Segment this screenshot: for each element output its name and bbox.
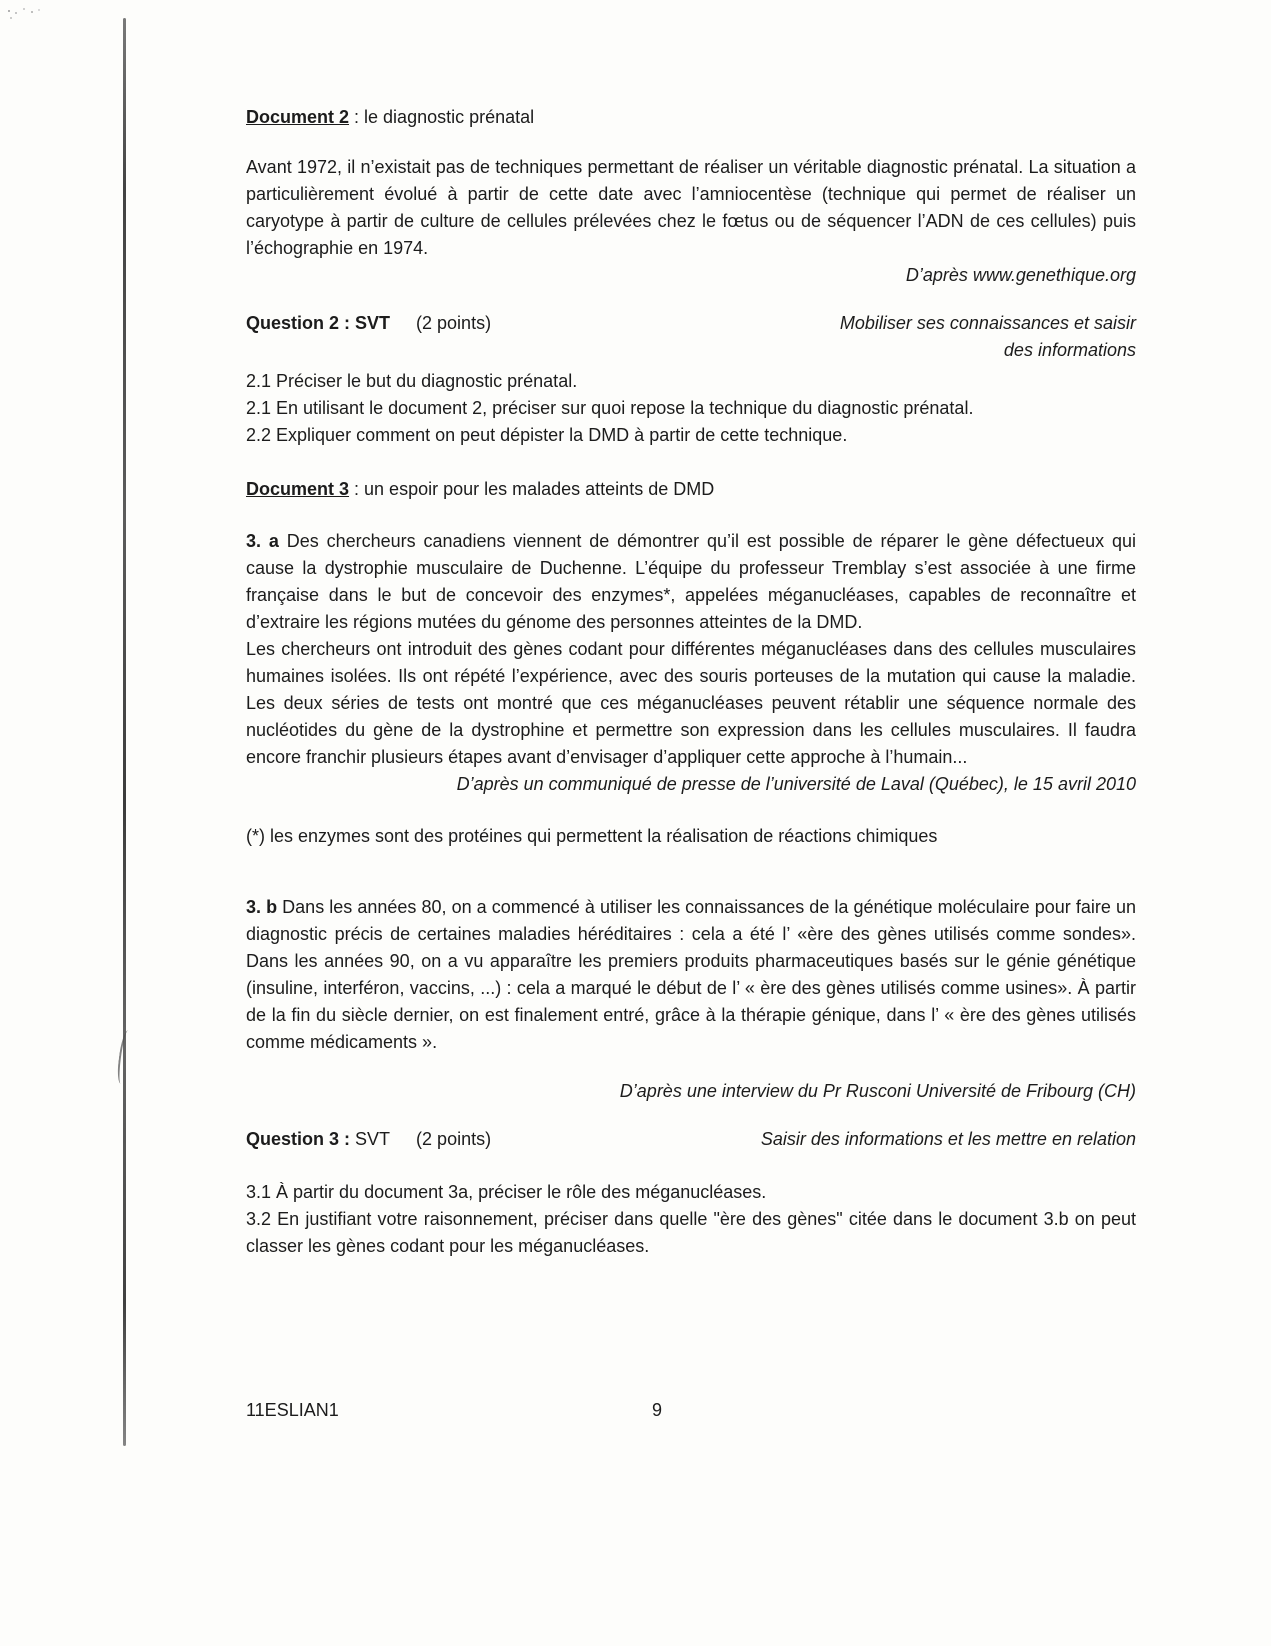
question3-label: Question 3 : (246, 1129, 351, 1149)
question3-items (246, 1179, 1136, 1260)
document3-paragraph-b (246, 894, 1136, 1056)
document3-heading (246, 476, 1136, 503)
document3-paragraph-a2: Les chercheurs ont introduit des gènes codant pour différentes méganucléases dans des cellules musculaires humaines isolées. Ils ont répété l’expérience, avec des souris porteuses de la mutation qui cause la maladie. Les deux séries de tests ont montré que ces méganucléases peuvent rétablir une séquence normale des nucléotides du gène de la dystrophine et permettre son expression dans les cellules musculaires. Il faudra encore franchir plusieurs étapes avant d’envisager d’appliquer cette approche à l’humain... (246, 639, 1136, 767)
question3-item: 3.1 À partir du document 3a, préciser le rôle des méganucléases. (246, 1182, 767, 1202)
document3-para-a-label: 3. a (246, 531, 279, 551)
question2-label: Question 2 : SVT (246, 313, 391, 333)
binding-scan-line (123, 18, 126, 1446)
footer-document-code: 11ESLIAN1 (246, 1400, 339, 1420)
question2-skill-line2: des informations (1003, 340, 1136, 360)
document2-title: : le diagnostic prénatal (349, 107, 535, 127)
question2-item: 2.2 Expliquer comment on peut dépister la DMD à partir de cette technique. (246, 425, 848, 445)
question3-skill: Saisir des informations et les mettre en relation (760, 1129, 1136, 1149)
enzyme-footnote: (*) les enzymes sont des protéines qui permettent la réalisation de réactions chimiques (246, 826, 938, 846)
page-content (246, 104, 1136, 1260)
question2-points: (2 points) (416, 313, 492, 333)
document2-label: Document 2 (246, 107, 350, 127)
question2-items (246, 368, 1136, 449)
document3-source-b: D’après une interview du Pr Rusconi Université de Fribourg (CH) (619, 1081, 1136, 1101)
scan-speckles (8, 10, 10, 12)
question2-item: 2.1 Préciser le but du diagnostic prénatal. (246, 371, 578, 391)
document3-para-b-text: Dans les années 80, on a commencé à utiliser les connaissances de la génétique moléculaire pour faire un diagnostic précis de certaines maladies héréditaires : cela a été l’ «ère des gènes utilisés comme sondes». Dans les années 90, on a vu apparaître les premiers produits pharmaceutiques basés sur le génie génétique (insuline, interféron, vaccins, ...) : cela a marqué le début de l’ « ère des gènes utilisés comme usines». À partir de la fin du siècle dernier, on est finalement entré, grâce à la thérapie génique, dans l’ « ère des gènes utilisés comme médicaments ». (246, 897, 1136, 1052)
document2-paragraph: Avant 1972, il n’existait pas de techniques permettant de réaliser un véritable diagnostic prénatal. La situation a particulièrement évolué à partir de cette date avec l’amniocentèse (technique qui permet de réaliser un caryotype à partir de culture de cellules prélevées chez le fœtus ou de séquencer l’ADN de ces cellules) puis l’échographie en 1974. (246, 157, 1136, 258)
document3-label: Document 3 (246, 479, 350, 499)
document2-heading (246, 104, 1136, 131)
question2-header (246, 310, 1136, 364)
question2-item: 2.1 En utilisant le document 2, préciser sur quoi repose la technique du diagnostic prénatal. (246, 398, 974, 418)
document3-para-b-label: 3. b (246, 897, 278, 917)
document2-source: D’après www.genethique.org (905, 265, 1136, 285)
footer-page-number: 9 (652, 1400, 663, 1420)
document3-title: : un espoir pour les malades atteints de DMD (349, 479, 715, 499)
question2-title (246, 310, 491, 337)
question3-points: (2 points) (416, 1129, 492, 1149)
document3-para-a-text: Des chercheurs canadiens viennent de démontrer qu’il est possible de réparer le gène défectueux qui cause la dystrophie musculaire de Duchenne. L’équipe du professeur Tremblay s’est associée à une firme française dans le but de concevoir des enzymes*, appelées méganucléases, capables de reconnaître et d’extraire les régions mutées du génome des personnes atteintes de la DMD. (246, 531, 1136, 632)
document3-source-a: D’après un communiqué de presse de l’université de Laval (Québec), le 15 avril 2010 (456, 774, 1136, 794)
question2-skill (840, 310, 1136, 364)
question3-title (246, 1126, 491, 1153)
question3-item: 3.2 En justifiant votre raisonnement, préciser dans quelle "ère des gènes" citée dans le document 3.b on peut classer les gènes codant pour les méganucléases. (246, 1209, 1136, 1256)
question3-subject: SVT (355, 1129, 391, 1149)
question3-header (246, 1126, 1136, 1153)
document3-paragraph-a (246, 528, 1136, 636)
question2-skill-line1: Mobiliser ses connaissances et saisir (839, 313, 1136, 333)
